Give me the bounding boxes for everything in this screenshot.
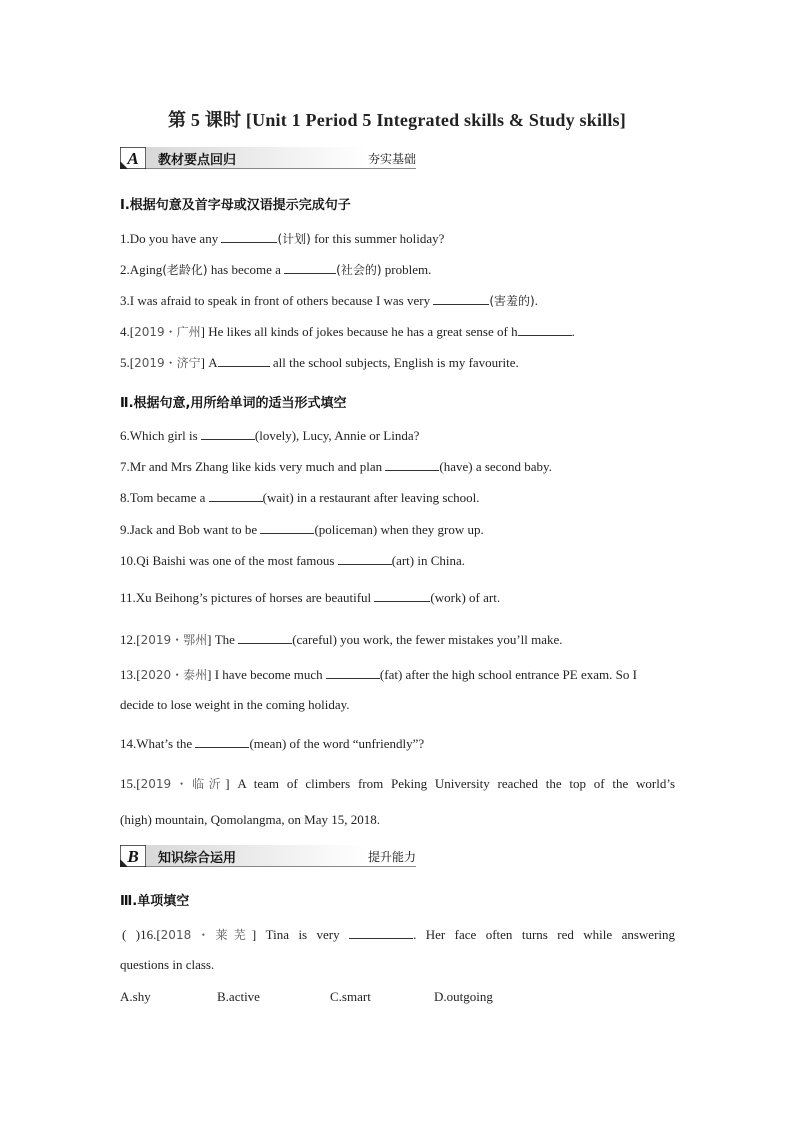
q5-text-a: 5.[ xyxy=(120,355,135,370)
answer-blank[interactable] xyxy=(209,489,263,502)
q1-hint: (计划) xyxy=(277,232,311,246)
q2-text-b: has become a xyxy=(207,262,285,277)
q2-hint-1: (老龄化) xyxy=(162,263,208,277)
q14-text-b: (mean) of the word “unfriendly”? xyxy=(249,736,425,751)
answer-blank[interactable] xyxy=(433,292,489,305)
question-11 xyxy=(120,589,675,606)
q10-text-a: 10.Qi Baishi was one of the most famous xyxy=(120,553,338,568)
section-banner-b xyxy=(120,845,416,867)
answer-blank[interactable] xyxy=(338,552,392,565)
q13-text-a: 13.[ xyxy=(120,667,141,682)
q2-text-a: 2.Aging xyxy=(120,262,163,277)
q5-text-b: ] A xyxy=(200,355,218,370)
question-16-continued: questions in class. xyxy=(120,957,215,972)
question-3 xyxy=(120,292,675,309)
q9-text-a: 9.Jack and Bob want to be xyxy=(120,522,261,537)
question-10 xyxy=(120,552,675,569)
q8-text-a: 8.Tom became a xyxy=(120,490,209,505)
banner-label: 教材要点回归 xyxy=(158,153,237,168)
q6-text-b: (lovely), Lucy, Annie or Linda? xyxy=(254,428,420,443)
q4-text-c: . xyxy=(571,324,575,339)
q15-source: 2019・临沂 xyxy=(140,777,226,791)
q4-text-a: 4.[ xyxy=(120,324,135,339)
answer-blank[interactable] xyxy=(238,631,292,644)
question-8 xyxy=(120,489,675,506)
question-16 xyxy=(122,926,675,943)
option-c[interactable]: C.smart xyxy=(330,989,371,1004)
q12-text-b: ] The xyxy=(207,632,239,647)
q6-text-a: 6.Which girl is xyxy=(120,428,201,443)
banner-rule xyxy=(146,168,416,169)
answer-blank[interactable] xyxy=(218,354,270,367)
q4-source: 2019・广州 xyxy=(134,325,201,339)
letter-b-badge-icon xyxy=(120,845,146,867)
q7-text-b: (have) a second baby. xyxy=(439,459,552,474)
badge-letter: B xyxy=(127,847,139,866)
answer-blank[interactable] xyxy=(221,230,277,243)
q10-text-b: (art) in China. xyxy=(391,553,466,568)
q13-text-c: (fat) after the high school entrance PE exam. So I xyxy=(379,667,637,682)
question-2 xyxy=(120,261,675,278)
banner-rule xyxy=(146,866,416,867)
option-a[interactable]: A.shy xyxy=(120,989,151,1004)
question-12 xyxy=(120,631,675,648)
q1-text-b: for this summer holiday? xyxy=(310,231,445,246)
q5-text-c: all the school subjects, English is my favourite. xyxy=(269,355,519,370)
section-heading-2: Ⅱ.根据句意,用所给单词的适当形式填空 xyxy=(120,396,347,411)
question-13 xyxy=(120,666,675,683)
q16-source: 2018・莱芜 xyxy=(160,928,252,942)
q14-text-a: 14.What’s the xyxy=(120,736,196,751)
q3-hint: (害羞的) xyxy=(489,294,535,308)
q7-text-a: 7.Mr and Mrs Zhang like kids very much and plan xyxy=(120,459,386,474)
answer-blank[interactable] xyxy=(385,458,439,471)
q3-text-a: 3.I was afraid to speak in front of others because I was very xyxy=(120,293,434,308)
q4-text-b: ] He likes all kinds of jokes because he has a great sense of h xyxy=(200,324,518,339)
banner-right-label: 提升能力 xyxy=(367,850,416,864)
answer-blank[interactable] xyxy=(374,589,430,602)
q9-text-b: (policeman) when they grow up. xyxy=(314,522,484,537)
option-b[interactable]: B.active xyxy=(217,989,260,1004)
q3-text-b: . xyxy=(534,293,538,308)
section-banner-a xyxy=(120,147,416,169)
section-heading-1: Ⅰ.根据句意及首字母或汉语提示完成句子 xyxy=(120,198,351,213)
q12-source: 2019・鄂州 xyxy=(140,633,208,647)
q2-hint-2: (社会的) xyxy=(336,263,382,277)
section-heading-3: Ⅲ.单项填空 xyxy=(120,894,190,909)
question-15-continued: (high) mountain, Qomolangma, on May 15, 2018. xyxy=(120,812,380,827)
q13-text-b: ] I have become much xyxy=(207,667,326,682)
question-1 xyxy=(120,230,675,247)
q16-options xyxy=(120,989,675,1005)
answer-blank[interactable] xyxy=(201,427,255,440)
q15-text-a: 15.[ xyxy=(120,776,141,791)
q12-text-c: (careful) you work, the fewer mistakes you’ll make. xyxy=(292,632,563,647)
q5-source: 2019・济宁 xyxy=(134,356,201,370)
answer-blank[interactable] xyxy=(260,521,314,534)
question-7 xyxy=(120,458,675,475)
q16-text-a: ( )16.[ xyxy=(122,927,161,942)
option-d[interactable]: D.outgoing xyxy=(434,989,493,1004)
answer-blank[interactable] xyxy=(284,261,336,274)
q11-text-a: 11.Xu Beihong’s pictures of horses are beautiful xyxy=(120,590,375,605)
badge-letter: A xyxy=(127,149,139,168)
answer-blank[interactable] xyxy=(518,323,572,336)
q2-text-c: problem. xyxy=(381,262,432,277)
question-14 xyxy=(120,735,675,752)
question-13-continued: decide to lose weight in the coming holiday. xyxy=(120,697,350,712)
q13-source: 2020・泰州 xyxy=(140,668,208,682)
banner-label: 知识综合运用 xyxy=(158,851,237,866)
q11-text-b: (work) of art. xyxy=(430,590,501,605)
q15-text-b: ] A team of climbers from Peking University reached the top of the world’s xyxy=(225,776,676,791)
q1-text-a: 1.Do you have any xyxy=(120,231,222,246)
answer-blank[interactable] xyxy=(326,666,380,679)
question-5 xyxy=(120,354,675,371)
question-15 xyxy=(120,776,675,792)
question-9 xyxy=(120,521,675,538)
answer-blank[interactable] xyxy=(349,926,413,939)
q16-text-c: . Her face often turns red while answering xyxy=(413,927,676,942)
banner-right-label: 夯实基础 xyxy=(367,152,416,166)
q16-text-b: ] Tina is very xyxy=(251,927,350,942)
q8-text-b: (wait) in a restaurant after leaving school. xyxy=(262,490,480,505)
question-6 xyxy=(120,427,675,444)
letter-a-badge-icon xyxy=(120,147,146,169)
page-title: 第 5 课时 [Unit 1 Period 5 Integrated skills & Study skills] xyxy=(168,110,626,130)
q12-text-a: 12.[ xyxy=(120,632,141,647)
question-4 xyxy=(120,323,675,340)
answer-blank[interactable] xyxy=(195,735,249,748)
